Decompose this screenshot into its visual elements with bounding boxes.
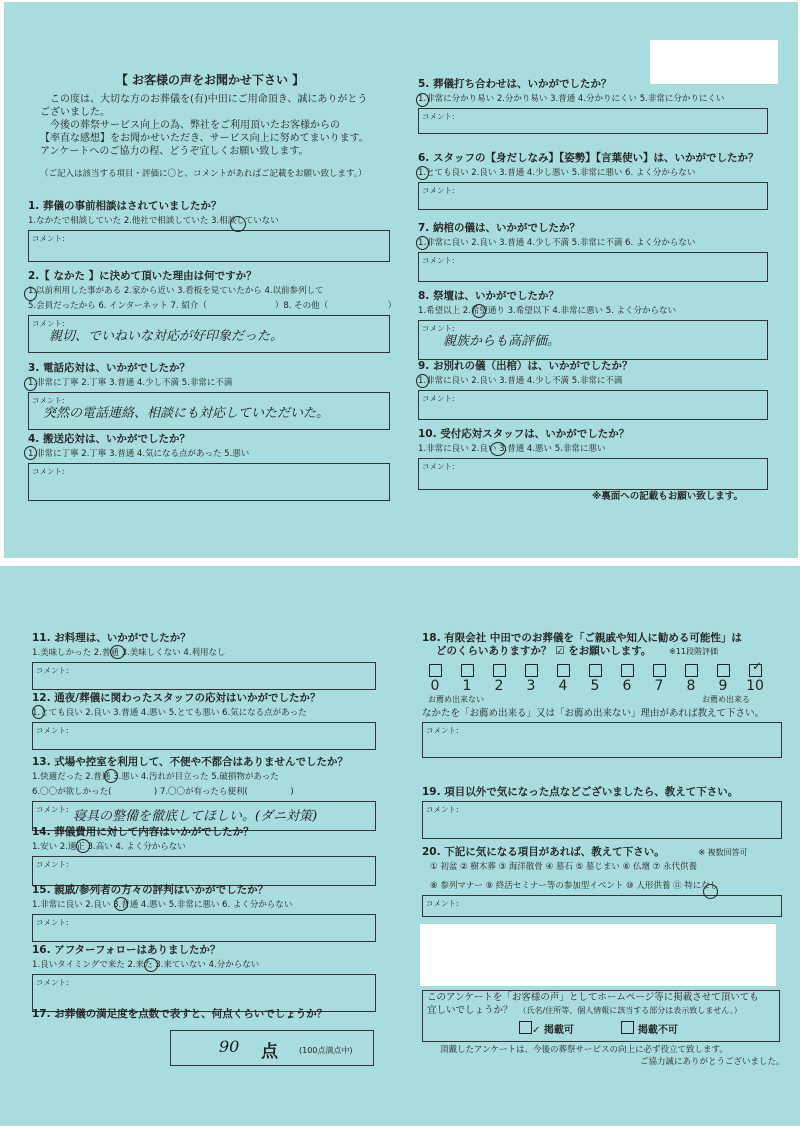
intro-line: 今後の葬祭サービス向上の為、弊社をご利用頂いたお客様からの: [50, 120, 340, 131]
comment-box[interactable]: [28, 315, 390, 353]
comment-box[interactable]: [422, 722, 782, 758]
handwritten-score: 90: [219, 1037, 240, 1056]
comment-label: コメント:: [422, 462, 455, 471]
comment-label: コメント:: [32, 396, 65, 405]
question-15: [32, 884, 376, 942]
score-unit: 点: [261, 1042, 278, 1062]
comment-label: コメント:: [426, 899, 459, 908]
comment-box[interactable]: [418, 390, 768, 420]
checkmark-icon: ☑: [555, 645, 565, 657]
question-text: 13. 式場や控室を利用して、不便や不都合はありませんでしたか？: [32, 756, 349, 768]
question-text: 6. スタッフの【身だしなみ】【姿勢】【言葉使い】は、いかがでしたか？: [418, 152, 759, 164]
question-text: 5. 葬儀打ち合わせは、いかがでしたか？: [418, 78, 612, 90]
comment-box[interactable]: [28, 392, 390, 430]
scale-number: 4: [558, 678, 568, 694]
question-20: [422, 846, 782, 917]
scale-high-label: お薦め出来る: [702, 695, 750, 704]
scale-low-label: お薦め出来ない: [428, 695, 484, 704]
comment-box[interactable]: [418, 182, 768, 210]
scale-number: 6: [622, 678, 632, 694]
question-14: [32, 826, 376, 886]
question-19: [422, 786, 782, 839]
question-options: 1.とても良い 2.良い 3.普通 4.悪い 5.とても悪い 6.気になる点があった: [32, 708, 307, 718]
selection-circle: [32, 705, 45, 719]
question-3: [28, 362, 390, 430]
question-text: 16. アフターフォローはありましたか？: [32, 944, 221, 956]
question-options: 5.会員だったから 6. インターネット 7. 紹介（ ）8. その他（ ）: [28, 301, 397, 311]
selection-circle: [416, 93, 429, 107]
comment-box[interactable]: [418, 458, 768, 490]
footer: [440, 1044, 790, 1068]
selection-circle: [703, 884, 718, 899]
question-17: [32, 1008, 376, 1021]
comment-label: コメント:: [422, 186, 455, 195]
scale-number: 5: [590, 678, 600, 694]
question-options: 1.希望以上 2.希望通り 3.希望以下 4.非常に悪い 5. よく分からない: [418, 306, 677, 316]
consent-options: [423, 1021, 779, 1037]
scale-number: 10: [746, 678, 764, 694]
question-text: 17. お葬儀の満足度を点数で表すと、何点くらいでしょうか？: [32, 1008, 328, 1020]
footer-line: ご協力誠にありがとうございました。: [640, 1057, 785, 1067]
comment-box[interactable]: [418, 252, 768, 282]
question-text: 19. 項目以外で気になった点などございましたら、教えて下さい。: [422, 786, 739, 798]
question-options: ⑧ 参列マナー ⑨ 終活セミナー等の参加型イベント ⑩ 人形供養 ⑪ 特になし: [430, 881, 719, 891]
question-text: 18. 有限会社 中田でのお葬儀を「ご親戚や知人に勧める可能性」は: [422, 632, 742, 644]
question-text: 8. 祭壇は、いかがでしたか？: [418, 290, 559, 302]
question-9: [418, 360, 768, 420]
nps-checkboxes: [422, 659, 782, 680]
intro-line: 【率直な感想】をお聞かせいただき、サービス向上に努めてまいります。: [40, 133, 369, 144]
question-options: 1.非常に良い 2.良い 3.普通 4.悪い 5.非常に悪い 6. よく分からない: [32, 900, 293, 910]
comment-box[interactable]: [422, 801, 782, 839]
consent-text-2: 宜しいでしょうか？ （氏名/住所等、個人情報に該当する部分は表示致しません。）: [427, 1005, 742, 1016]
comment-label: コメント:: [36, 978, 69, 987]
question-text: 14. 葬儀費用に対して内容はいかがでしたか？: [32, 826, 254, 838]
publish-consent-box: [422, 990, 780, 1042]
question-options: ① 初盆 ② 樹木葬 ③ 海洋散骨 ④ 墓石 ⑤ 墓じまい ⑥ 仏壇 ⑦ 永代供養: [430, 862, 697, 872]
comment-box[interactable]: [32, 856, 376, 886]
question-18: [422, 632, 782, 758]
question-text: 4. 搬送応対は、いかがでしたか？: [28, 433, 190, 445]
question-text: 7. 納棺の儀は、いかがでしたか？: [418, 222, 580, 234]
selection-circle: [230, 216, 246, 232]
question-text: 10. 受付応対スタッフは、いかがでしたか？: [418, 428, 630, 440]
question-options: 1.非常に良い 2.良い 3.普通 4.少し不満 5.非常に不満 6. よく分からない: [418, 238, 696, 248]
question-10: [418, 428, 768, 490]
question-5: [418, 78, 768, 134]
question-text: 3. 電話応対は、いかがでしたか？: [28, 362, 190, 374]
question-6: [418, 152, 768, 210]
intro-title: 【 お客様の声をお聞かせ下さい 】: [115, 73, 305, 87]
question-options: 1.なかたで相談していた 2.他社で相談していた 3.相談していない: [28, 216, 279, 226]
comment-label: コメント:: [422, 394, 455, 403]
question-options: 1.非常に丁寧 2.丁寧 3.普通 4.気になる点があった 5.悪い: [28, 449, 250, 459]
back-side-note: ※裏面への記載もお願い致します。: [592, 491, 743, 502]
publish-ng-checkbox[interactable]: 掲載不可: [621, 1025, 677, 1036]
scale-number: 7: [654, 678, 664, 694]
selection-circle: [24, 287, 37, 301]
question-text: 20. 下記に気になる項目があれば、教えて下さい。 ※ 複数回答可: [422, 846, 748, 858]
selection-circle: [114, 897, 128, 911]
question-options: 1.非常に良い 2.良い 3.普通 4.少し不満 5.非常に不満: [418, 376, 623, 386]
selection-circle: [144, 958, 158, 972]
question-12: [32, 692, 376, 750]
intro-note: （ご記入は該当する項目・評価に〇と、コメントがあればご記載をお願い致します。）: [40, 169, 367, 179]
selection-circle: [472, 304, 486, 318]
comment-label: コメント:: [32, 234, 65, 243]
selection-circle: [24, 446, 37, 460]
question-options: 1.良いタイミングで来た 2.来た 3.来ていない 4.分からない: [32, 960, 260, 970]
checkbox-10[interactable]: [742, 659, 768, 680]
comment-label: コメント:: [36, 805, 69, 814]
scale-number: 3: [526, 678, 536, 694]
reason-prompt: なかたを「お薦め出来る」又は「お薦め出来ない」理由があれば教えて下さい。: [422, 708, 765, 719]
comment-label: コメント:: [32, 319, 65, 328]
consent-text: このアンケートを「お客様の声」としてホームページ等に掲載させて頂いても: [427, 992, 759, 1003]
footer-line: 頂戴したアンケートは、今後の葬祭サービスの向上に必ず役立て致します。: [440, 1045, 728, 1055]
question-text-2: どのくらいありますか？ ☑ をお願いします。 ※11段階評価: [436, 645, 718, 657]
intro-line: ございました。: [40, 107, 110, 118]
selection-circle: [24, 377, 37, 391]
question-8: [418, 290, 768, 360]
publish-ok-checkbox[interactable]: ✓ 掲載可: [519, 1025, 574, 1036]
comment-label: コメント:: [36, 860, 69, 869]
comment-label: コメント:: [36, 726, 69, 735]
question-1: [28, 200, 390, 262]
selection-circle: [416, 166, 429, 180]
question-options: 1.快適だった 2.普通 3.悪い 4.汚れが目立った 5.破損物があった: [32, 772, 279, 782]
score-note: (100点満点中): [299, 1046, 353, 1055]
comment-label: コメント:: [32, 467, 65, 476]
scale-number: 8: [686, 678, 696, 694]
question-options: 6.〇〇が欲しかった( ) 7.〇〇が有ったら便利( ): [32, 787, 294, 797]
scale-number: 1: [462, 678, 472, 694]
comment-box[interactable]: [28, 463, 390, 501]
intro-line: この度は、大切な方のお葬儀を(有)中田にご用命頂き、誠にありがとう: [50, 94, 368, 105]
question-13: [32, 756, 376, 831]
comment-label: コメント:: [426, 726, 459, 735]
scale-number: 0: [430, 678, 440, 694]
question-16: [32, 944, 376, 1012]
selection-circle: [76, 839, 90, 853]
intro: [40, 74, 380, 181]
selection-circle: [110, 645, 125, 659]
question-text: 12. 通夜/葬儀に関わったスタッフの応対はいかがでしたか？: [32, 692, 321, 704]
question-2: [28, 270, 397, 353]
handwritten-comment: 突然の電話連絡、相談にも対応していただいた。: [43, 406, 330, 421]
question-options: 1.とても良い 2.良い 3.普通 4.少し悪い 5.非常に悪い 6. よく分からない: [418, 168, 696, 178]
question-options: 1.非常に良い 2.良い 3.普通 4.悪い 5.非常に悪い: [418, 444, 606, 454]
nps-scale-numbers: [422, 680, 782, 693]
question-options: 1.美味しかった 2.普通 3.美味しくない 4.利用なし: [32, 648, 226, 658]
comment-box[interactable]: [28, 230, 390, 262]
comment-label: コメント:: [422, 112, 455, 121]
question-7: [418, 222, 768, 282]
comment-label: コメント:: [36, 918, 69, 927]
question-text: 9. お別れの儀（出棺）は、いかがでしたか？: [418, 360, 633, 372]
selection-circle: [416, 374, 429, 388]
check-mark: ✓: [752, 659, 763, 673]
scale-number: 2: [494, 678, 504, 694]
comment-box[interactable]: [418, 108, 768, 134]
question-text: 1. 葬儀の事前相談はされていましたか？: [28, 200, 222, 212]
question-text: 11. お料理は、いかがでしたか？: [32, 632, 191, 644]
handwritten-comment: 親族からも高評価。: [443, 334, 561, 349]
question-11: [32, 632, 376, 690]
handwritten-comment: 寝具の整備を徹底してほしい。(ダニ対策): [73, 809, 318, 824]
selection-circle: [416, 236, 429, 250]
handwritten-comment: 親切、でいねいな対応が好印象だった。: [49, 329, 284, 344]
selection-circle: [490, 442, 506, 456]
question-text: 2.【 なかた 】に決めて頂いた理由は何ですか？: [28, 270, 257, 282]
comment-label: コメント:: [36, 666, 69, 675]
comment-box[interactable]: [32, 722, 376, 750]
question-options: 1.非常に分かり易い 2.分かり易い 3.普通 4.分かりにくい 5.非常に分かりにくい: [418, 94, 725, 104]
question-text: 15. 親戚/参列者の方々の評判はいかがでしたか？: [32, 884, 269, 896]
question-options: 1.安い 2.適正 3.高い 4. よく分からない: [32, 842, 186, 852]
comment-label: コメント:: [422, 324, 455, 333]
scale-ends: [422, 693, 782, 705]
question-options: 1.以前利用した事がある 2.家から近い 3.看板を見ていたから 4.以前参列して: [28, 286, 324, 296]
intro-line: アンケートへのご協力の程、どうぞ宜しくお願い致します。: [40, 146, 309, 157]
comment-box[interactable]: [32, 662, 376, 690]
scale-number: 9: [718, 678, 728, 694]
redaction-box: [420, 924, 776, 986]
comment-label: コメント:: [426, 805, 459, 814]
comment-label: コメント:: [422, 256, 455, 265]
selection-circle: [104, 769, 118, 783]
comment-box[interactable]: [32, 974, 376, 1012]
question-options: 1.非常に丁寧 2.丁寧 3.普通 4.少し不満 5.非常に不満: [28, 378, 233, 388]
question-4: [28, 433, 390, 501]
score-box[interactable]: [170, 1030, 374, 1066]
comment-box[interactable]: [422, 895, 782, 917]
comment-box[interactable]: [32, 914, 376, 942]
comment-box[interactable]: [418, 320, 768, 360]
